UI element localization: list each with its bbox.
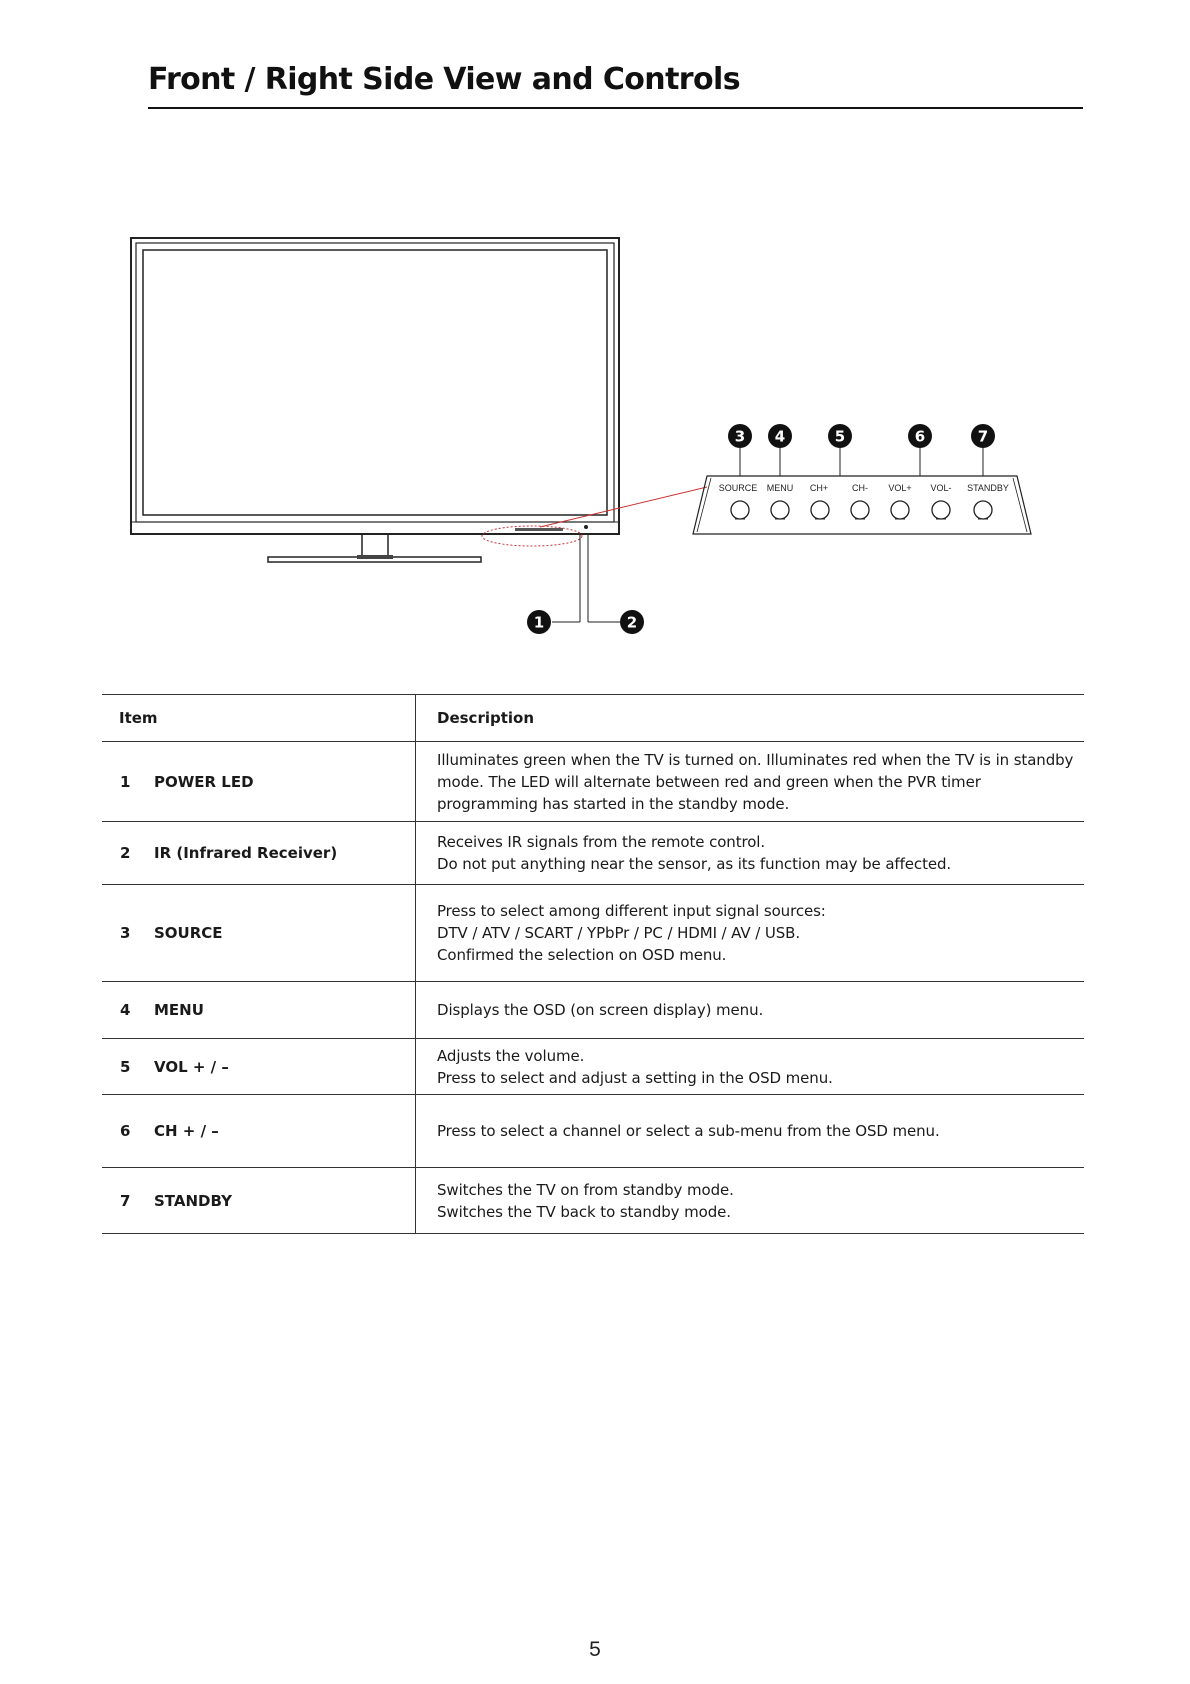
table-header-row xyxy=(102,695,1084,742)
callout-2 xyxy=(620,610,644,634)
svg-text:7: 7 xyxy=(977,427,989,446)
tv-frame xyxy=(131,238,619,534)
ch-minus-button-icon xyxy=(851,501,869,519)
callout-6 xyxy=(908,424,932,448)
item-description: Press to select a channel or select a sub-menu from the OSD menu. xyxy=(416,1095,1085,1168)
svg-text:5: 5 xyxy=(834,427,846,446)
callout-4 xyxy=(768,424,792,448)
item-number: 1 xyxy=(120,772,131,791)
table-row xyxy=(102,982,1084,1039)
callout-5 xyxy=(828,424,852,448)
item-description: Adjusts the volume. Press to select and adjust a setting in the OSD menu. xyxy=(416,1039,1085,1095)
item-number: 7 xyxy=(120,1191,131,1210)
panel-label-source: SOURCE xyxy=(718,483,758,493)
callout-1 xyxy=(527,610,551,634)
table-row xyxy=(102,1168,1084,1234)
table-row xyxy=(102,885,1084,982)
tv-bezel-inner xyxy=(136,243,614,522)
control-strip xyxy=(515,528,563,531)
controls-table xyxy=(102,694,1084,1234)
item-number: 4 xyxy=(120,1001,131,1019)
panel-label-menu: MENU xyxy=(766,483,794,493)
item-name: IR (Infrared Receiver) xyxy=(154,844,338,862)
panel-label-vol-minus: VOL- xyxy=(930,483,952,493)
item-number: 3 xyxy=(120,924,131,942)
panel-buttons xyxy=(731,501,992,519)
page-number: 5 xyxy=(589,1638,601,1661)
item-name: MENU xyxy=(154,1001,204,1019)
standby-button-icon xyxy=(974,501,992,519)
svg-text:4: 4 xyxy=(774,427,786,446)
item-number: 6 xyxy=(120,1122,131,1140)
panel-label-ch-minus: CH- xyxy=(852,483,868,493)
table-row xyxy=(102,822,1084,885)
item-name: CH + / – xyxy=(154,1122,219,1140)
power-led-marker xyxy=(584,525,588,529)
table-row xyxy=(102,1095,1084,1168)
item-number: 5 xyxy=(120,1057,131,1076)
table-row xyxy=(102,1039,1084,1095)
svg-text:6: 6 xyxy=(914,427,926,446)
item-description: Receives IR signals from the remote control. Do not put anything near the sensor, as its function may be affected. xyxy=(416,822,1085,885)
panel-label-vol-plus: VOL+ xyxy=(888,483,912,493)
item-description: Switches the TV on from standby mode. Switches the TV back to standby mode. xyxy=(416,1168,1085,1234)
item-name: STANDBY xyxy=(154,1191,232,1210)
ch-plus-button-icon xyxy=(811,501,829,519)
callout-3 xyxy=(728,424,752,448)
svg-text:1: 1 xyxy=(533,613,545,632)
panel-label-standby: STANDBY xyxy=(967,483,1009,493)
vol-minus-button-icon xyxy=(932,501,950,519)
vol-plus-button-icon xyxy=(891,501,909,519)
svg-text:3: 3 xyxy=(734,427,746,446)
item-name: VOL + / – xyxy=(154,1057,229,1076)
menu-button-icon xyxy=(771,501,789,519)
header-item: Item xyxy=(102,695,416,742)
svg-text:2: 2 xyxy=(626,613,638,632)
callout-7 xyxy=(971,424,995,448)
item-number: 2 xyxy=(120,844,131,862)
item-description: Displays the OSD (on screen display) menu. xyxy=(416,982,1085,1039)
table-row xyxy=(102,742,1084,822)
item-name: SOURCE xyxy=(154,924,223,942)
panel-label-ch-plus: CH+ xyxy=(809,483,829,493)
source-button-icon xyxy=(731,501,749,519)
item-description: Illuminates green when the TV is turned on. Illuminates red when the TV is in standby mode. The LED will alternate between red and green when the PVR timer programming has started in the standby mode. xyxy=(416,742,1085,822)
item-name: POWER LED xyxy=(154,772,254,791)
header-description: Description xyxy=(416,695,1085,742)
tv-screen xyxy=(143,250,607,515)
page-title: Front / Right Side View and Controls xyxy=(148,62,740,97)
item-description: Press to select among different input signal sources: DTV / ATV / SCART / YPbPr / PC / HDMI / AV / USB. Confirmed the selection on OSD menu. xyxy=(416,885,1085,982)
tv-diagram xyxy=(0,0,1190,680)
